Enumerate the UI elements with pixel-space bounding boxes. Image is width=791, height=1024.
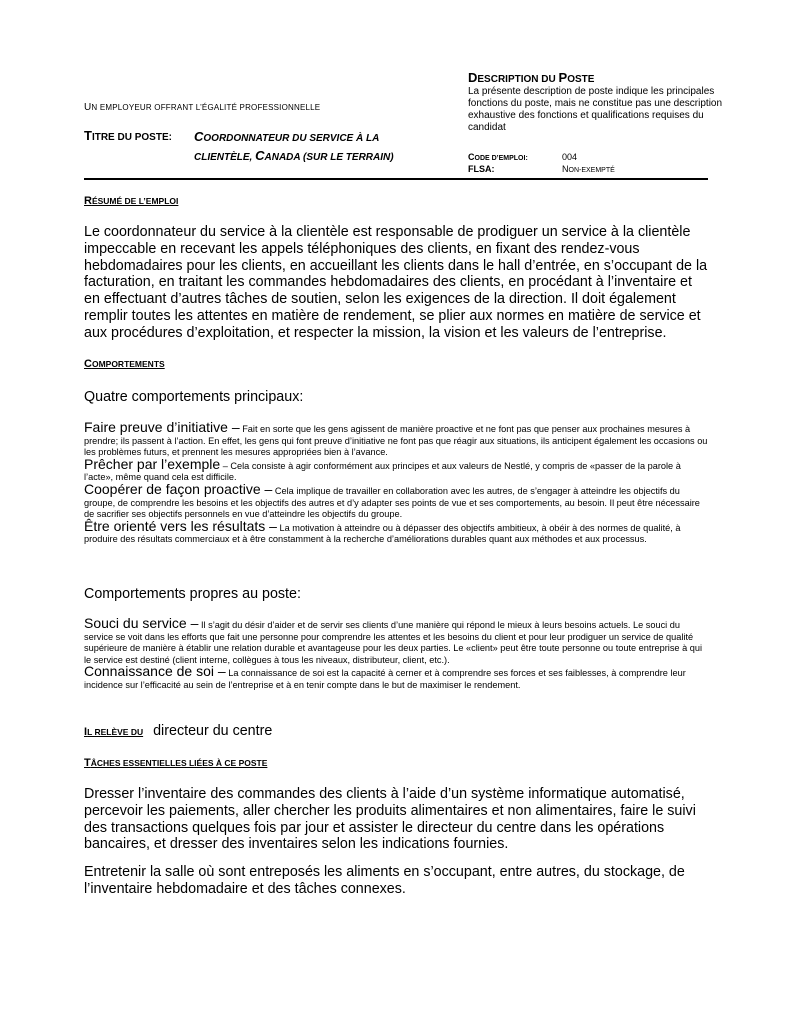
reports-to-label: IL RELÈVE DU xyxy=(84,726,144,738)
job-code-label: CODE D’EMPLOI: xyxy=(468,152,528,162)
behavior-text: Cela implique de travailler en collaboration avec les autres, de s’engager à atteindre les objectifs du groupe, de comprendre les besoins et les objectifs des autres et d’y adapter ses points de vue et ses comportements, au besoin. Il peut être nécessaire de sacrifier ses objectifs personnels en vue d’atteindre les objectifs du groupe. xyxy=(84,485,700,520)
behavior-title: Connaissance de soi – xyxy=(84,663,226,680)
job-title-label: TITRE DU POSTE: xyxy=(84,128,172,143)
duty-item: Entretenir la salle où sont entreposés les aliments en s’occupant, entre autres, du stockage, de l’inventaire hebdomadaire et des tâches connexes. xyxy=(84,864,685,897)
header-divider xyxy=(84,178,708,180)
reports-to xyxy=(84,723,272,739)
specific-behaviors-list xyxy=(84,615,709,692)
behavior-text: – Cela consiste à agir conformément aux principes et aux valeurs de Nestlé, y compris de «passer de la parole à l’acte», même quand cela est difficile. xyxy=(84,460,681,483)
summary-heading: RÉSUMÉ DE L’EMPLOI xyxy=(84,195,179,207)
behavior-item xyxy=(84,663,709,691)
job-code-value: 004 xyxy=(562,152,578,162)
behavior-title: Souci du service – xyxy=(84,615,199,631)
behavior-title: Faire preuve d’initiative – xyxy=(84,419,240,435)
specific-behaviors-intro: Comportements propres au poste: xyxy=(84,586,301,602)
behavior-text: Fait en sorte que les gens agissent de manière proactive et ne font pas que penser aux prochaines mesures à prendre; ils passent à l’action. En effet, les gens qui font preuve d’initiative ne font pas que réagir aux situations, ils anticipent également les occasions ou les problèmes futurs, et prennent les mesures appropriées bien à l’avance. xyxy=(84,424,708,458)
behavior-item xyxy=(84,419,709,459)
job-title: COORDONNATEUR DU SERVICE À LA CLIENTÈLE, CANADA (SUR LE TERRAIN) xyxy=(194,129,394,163)
behavior-title: Être orienté vers les résultats – xyxy=(84,517,277,534)
description-text: La présente description de poste indique les principales fonctions du poste, mais ne constitue pas une description exhaustive des fonctions et qualifications requises du candidat xyxy=(468,86,723,133)
core-behaviors-intro: Quatre comportements principaux: xyxy=(84,389,304,405)
behavior-text: La motivation à atteindre ou à dépasser des objectifs ambitieux, à obéir à des normes de qualité, à produire des résultats commerciaux et à être constamment à la recherche d’améliorations durables quant aux méthodes et aux processus. xyxy=(84,522,681,545)
flsa-label: FLSA: xyxy=(468,164,495,174)
employer-statement: UN EMPLOYEUR OFFRANT L’ÉGALITÉ PROFESSIONNELLE xyxy=(84,102,321,113)
behavior-text: La connaissance de soi est la capacité à cerner et à comprendre ses forces et ses faiblesses, à comprendre leur incidence sur l’efficacité au sein de l’entreprise et à en tenir compte dans le but de maximiser le rendement. xyxy=(84,668,686,690)
behavior-item xyxy=(84,480,709,521)
behavior-item xyxy=(84,517,709,546)
description-heading: DESCRIPTION DU POSTE xyxy=(468,70,595,85)
behavior-title: Prêcher par l’exemple xyxy=(84,455,221,472)
behavior-title: Coopérer de façon proactive – xyxy=(84,480,273,497)
behaviors-heading: COMPORTEMENTS xyxy=(84,358,165,370)
duties-heading: TÂCHES ESSENTIELLES LIÉES À CE POSTE xyxy=(84,757,268,769)
duty-item: Dresser l’inventaire des commandes des clients à l’aide d’un système informatique automatisé, percevoir les paiements, aller chercher les produits alimentaires et non alimentaires, faire le suivi des transactions quelques fois par jour et assister le directeur du centre dans les opérations bancaires, et dresser des inventaires selon les indications fournies. xyxy=(84,786,696,853)
core-behaviors-list xyxy=(84,419,709,546)
reports-to-value: directeur du centre xyxy=(153,723,273,739)
behavior-item xyxy=(84,615,709,666)
summary-text: Le coordonnateur du service à la clientèle est responsable de prodiguer un service à la clientèle impeccable en recevant les appels téléphoniques des clients, en fixant des rendez-vous hebdomadaires pour les clients, en accueillant les clients dans le hall d’entrée, en s’occupant de la facturation, en traitant les commandes hebdomadaires des clients, en procédant à l’inventaire et en effectuant d’autres tâches de soutien, selon les exigences de la direction. Il doit également remplir toutes les attentes en matière de rendement, se plier aux normes en matière de service et aux procédures d’exploitation, et respecter la mission, la vision et les valeurs de l’entreprise. xyxy=(84,224,708,341)
behavior-text: Il s’agit du désir d’aider et de servir ses clients d’une manière qui répond le mieux à leurs besoins actuels. Le souci du service se voit dans les efforts que fait une personne pour comprendre les attentes et les besoins du client et pour leur prodiguer un service de qualité supérieure de manière à établir une relation durable et avantageuse pour les deux parties. Le «client» peut être toute personne ou toute entreprise à qui le service est destiné (client interne, collègues à tous les niveaux, distributeur, client, etc.). xyxy=(84,620,703,665)
flsa-value: NON-EXEMPTÉ xyxy=(562,164,615,174)
